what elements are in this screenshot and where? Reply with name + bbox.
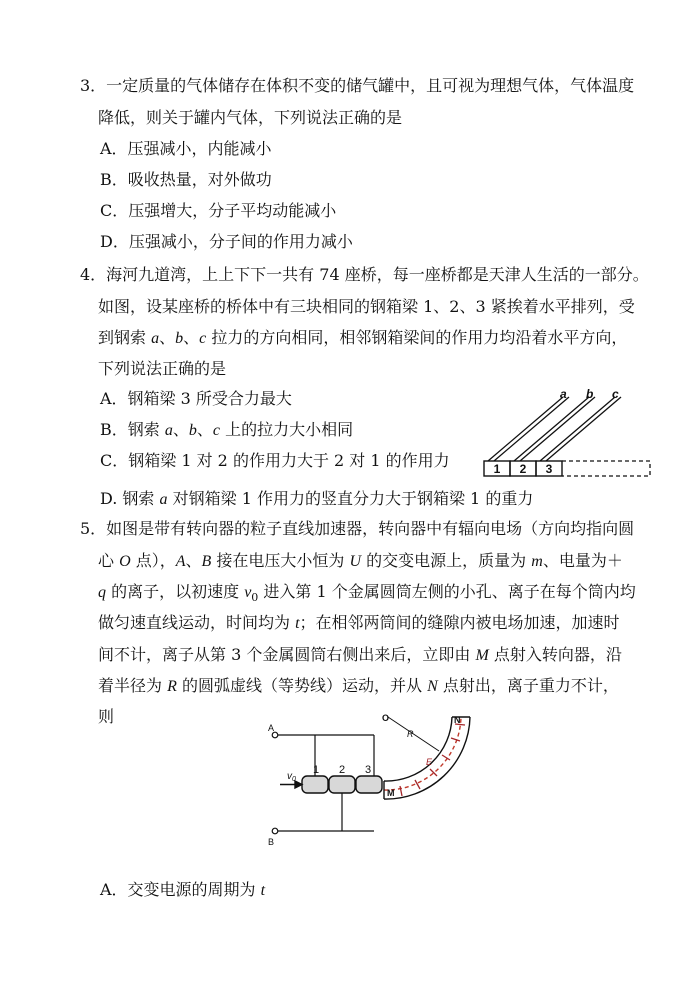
q3-stem-line2: 降低，则关于罐内气体，下列说法正确的是 — [98, 108, 403, 127]
q4-stem-line1: 4．海河九道湾，上上下下一共有 74 座桥，每一座桥都是天津人生活的一部分。 — [80, 265, 649, 284]
q3-option-c: C．压强增大，分子平均动能减小 — [100, 201, 337, 220]
q3-option-a: A．压强减小，内能减小 — [100, 139, 272, 158]
q5-stem-line7: 则 — [98, 707, 115, 726]
label-tube-3: 3 — [365, 764, 372, 776]
q5-stem-line4: 做匀速直线运动，时间均为 t；在相邻两筒间的缝隙内被电场加速，加速时 — [98, 613, 620, 632]
cable-label-a: a — [560, 387, 567, 401]
label-tube-1: 1 — [313, 764, 320, 776]
q5-stem-line6: 着半径为 R 的圆弧虚线（等势线）运动，并从 N 点射出，离子重力不计， — [98, 676, 619, 695]
q3-stem-line1: 3．一定质量的气体储存在体积不变的储气罐中，且可视为理想气体，气体温度 — [80, 76, 635, 95]
cable-label-b: b — [586, 387, 594, 401]
q5-stem-line5: 间不计，离子从第 3 个金属圆筒右侧出来后，立即由 M 点射入转向器，沿 — [98, 645, 622, 664]
label-e: E — [426, 757, 433, 767]
terminal-a — [272, 732, 278, 738]
q5-accelerator-figure — [262, 713, 472, 848]
q4-option-c: C．钢箱梁 1 对 2 的作用力大于 2 对 1 的作用力 — [100, 451, 450, 470]
q5-option-a: A．交变电源的周期为 t — [100, 880, 266, 899]
beam-label-1: 1 — [493, 462, 501, 476]
q3-option-b: B．吸收热量，对外做功 — [100, 170, 272, 189]
tube-2 — [329, 776, 355, 793]
q5-stem-line1: 5．如图是带有转向器的粒子直线加速器，转向器中有辐向电场（方向均指向圆 — [80, 519, 635, 538]
q5-stem-line3: q 的离子，以初速度 $v_0$ 进入第 1 个金属圆筒左侧的小孔、离子在每个筒内均 — [98, 582, 636, 605]
tube-1 — [302, 776, 328, 793]
radius-line — [388, 717, 439, 751]
label-m: M — [387, 788, 395, 798]
q4-stem-line2: 如图，设某座桥的桥体中有三块相同的钢箱梁 1、2、3 紧挨着水平排列，受 — [98, 297, 635, 316]
field-arrow-5 — [451, 738, 460, 741]
q4-stem-line4: 下列说法正确的是 — [98, 359, 227, 378]
tube-3 — [356, 776, 382, 793]
cable-label-c: c — [612, 387, 619, 401]
label-terminal-a: A — [268, 723, 275, 733]
field-arrow-2 — [415, 780, 420, 789]
label-v0: $v_0$ — [287, 771, 296, 783]
q4-option-d: D. 钢索 a 对钢箱梁 1 作用力的竖直分力大于钢箱梁 1 的重力 — [100, 489, 534, 508]
deflector-inner-arc — [384, 717, 452, 781]
q4-stem-line3: 到钢索 a、b、c 拉力的方向相同，相邻钢箱梁间的作用力均沿着水平方向， — [98, 328, 628, 347]
equipotential-arc — [384, 717, 461, 790]
beam-arrow-head — [295, 781, 302, 788]
q3-option-d: D．压强减小，分子间的作用力减小 — [100, 232, 353, 251]
label-r: R — [407, 729, 414, 739]
q5-stem-line2: 心 O 点），A、B 接在电压大小恒为 U 的交变电源上，质量为 m、电量为＋ — [98, 551, 623, 570]
label-terminal-b: B — [268, 837, 275, 847]
beam-label-2: 2 — [519, 462, 527, 476]
field-arrow-1 — [400, 786, 402, 796]
label-o: O — [382, 713, 390, 723]
q4-option-a: A．钢箱梁 3 所受合力最大 — [100, 389, 292, 408]
q4-bridge-figure — [478, 385, 663, 480]
terminal-b — [272, 828, 278, 834]
label-n: N — [454, 715, 461, 725]
q4-option-b: B．钢索 a、b、c 上的拉力大小相同 — [100, 420, 354, 439]
beam-label-3: 3 — [545, 462, 553, 476]
label-tube-2: 2 — [339, 764, 346, 776]
beam-dashed-extension — [562, 461, 650, 476]
